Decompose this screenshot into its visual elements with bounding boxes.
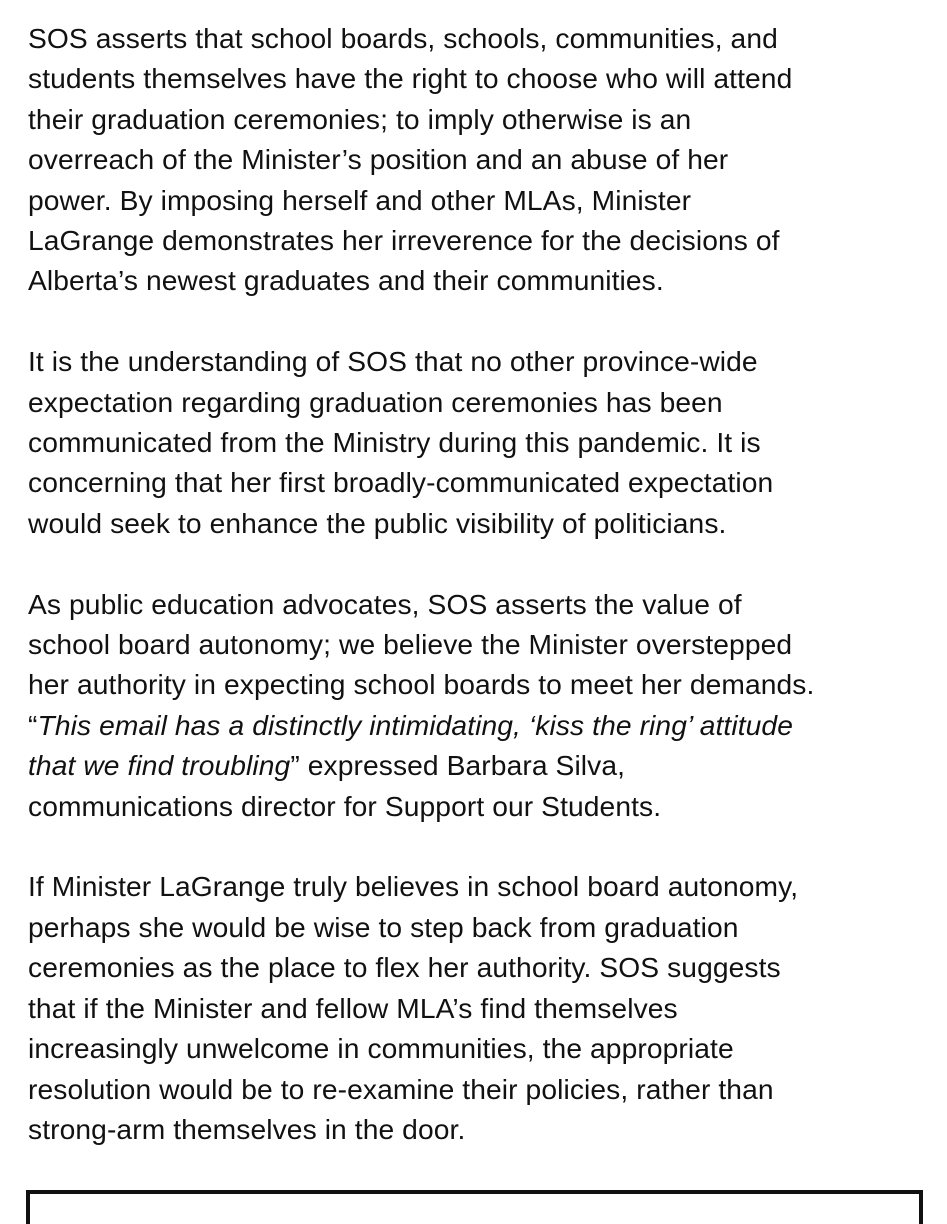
quote-text-italic: This email has a distinctly intimidating, ‘kiss the ring’ attitude [37,708,793,741]
text-line: overreach of the Minister’s position and an abuse of her [28,143,729,176]
text-line: would seek to enhance the public visibility of politicians. [28,506,727,539]
text-line: communicated from the Ministry during this pandemic. It is [28,426,761,459]
text-line: perhaps she would be wise to step back from graduation [28,910,739,943]
text-line: ceremonies as the place to flex her authority. SOS suggests [28,951,781,984]
quote-line-1 [28,705,933,745]
text-line: concerning that her first broadly-communicated expectation [28,466,774,499]
text-line: school board autonomy; we believe the Minister overstepped [28,628,793,661]
text-line: If Minister LaGrange truly believes in school board autonomy, [28,870,799,903]
quote-attribution: ” expressed Barbara Silva, [290,749,626,782]
text-line: SOS asserts that school boards, schools, communities, and [28,22,778,54]
text-line: Alberta’s newest graduates and their communities. [28,264,664,297]
text-line: strong-arm themselves in the door. [28,1112,466,1145]
text-line: that if the Minister and fellow MLA’s find themselves [28,991,678,1024]
paragraph-4 [28,866,933,1149]
text-line: resolution would be to re-examine their policies, rather than [28,1072,774,1105]
paragraph-2 [28,341,933,543]
paragraph-1 [28,18,933,301]
text-line: her authority in expecting school boards to meet her demands. [28,668,815,701]
quote-line-2 [28,745,933,785]
text-line: LaGrange demonstrates her irreverence for the decisions of [28,224,780,257]
bordered-box-edge [26,1190,923,1224]
text-line: expectation regarding graduation ceremonies has been [28,385,723,418]
paragraph-3 [28,584,933,826]
document-body [28,18,933,1190]
text-line: their graduation ceremonies; to imply otherwise is an [28,102,692,135]
text-line: As public education advocates, SOS asserts the value of [28,587,742,620]
text-line: communications director for Support our Students. [28,789,662,822]
text-line: It is the understanding of SOS that no other province-wide [28,345,758,378]
text-line: students themselves have the right to choose who will attend [28,62,793,95]
text-line: increasingly unwelcome in communities, the appropriate [28,1032,734,1065]
quote-open-mark: “ [28,708,38,741]
quote-text-italic: that we find troubling [28,749,291,782]
text-line: power. By imposing herself and other MLAs, Minister [28,183,692,216]
